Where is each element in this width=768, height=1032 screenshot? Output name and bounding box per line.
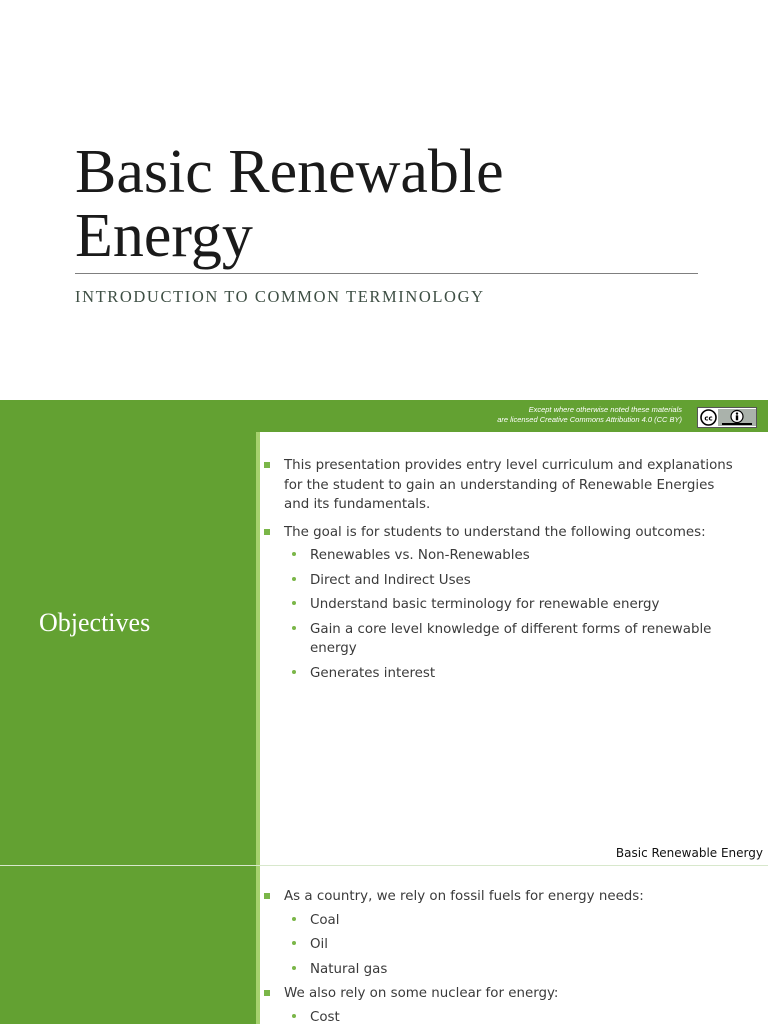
license-line-2: are licensed Creative Commons Attribution 4.0 (CC BY) (497, 414, 682, 424)
list-item (262, 935, 742, 955)
cc-logo-icon (700, 409, 717, 426)
presentation-subtitle: INTRODUCTION TO COMMON TERMINOLOGY (75, 287, 485, 306)
dot-bullet-icon (292, 966, 296, 970)
list-item (262, 911, 742, 931)
bullet-text: Understand basic terminology for renewable energy (310, 597, 660, 612)
bullet-text: Oil (310, 937, 328, 952)
dot-bullet-icon (292, 601, 296, 605)
bullet-text: Generates interest (310, 665, 436, 681)
slide-footer: Basic Renewable Energy (615, 846, 763, 860)
bullet-text: Natural gas (310, 961, 388, 977)
cc-by-icon[interactable] (697, 407, 757, 428)
dot-bullet-icon (292, 552, 296, 556)
list-item (262, 960, 742, 980)
dot-bullet-icon (292, 1014, 296, 1018)
license-line-1: Except where otherwise noted these materials (528, 405, 682, 414)
dot-bullet-icon (292, 577, 296, 581)
attribution-panel (718, 409, 756, 426)
license-bar (0, 400, 768, 432)
bullet-text: Cost (310, 1009, 340, 1025)
list-item (262, 571, 742, 591)
bullet-text: Coal (310, 912, 340, 928)
title-slide (0, 0, 768, 400)
side-panel (0, 432, 256, 865)
bullet-text: We also rely on some nuclear for energy: (284, 986, 559, 1001)
attribution-person-icon (718, 409, 756, 426)
accent-stripe (256, 432, 260, 865)
list-item (262, 887, 742, 907)
dot-bullet-icon (292, 626, 296, 630)
title-divider (75, 273, 698, 274)
license-notice (497, 405, 682, 424)
dot-bullet-icon (292, 917, 296, 921)
list-item (262, 546, 742, 566)
list-item (262, 664, 742, 684)
dot-bullet-icon (292, 941, 296, 945)
fuels-slide (0, 866, 768, 1024)
square-bullet-icon (264, 990, 270, 996)
square-bullet-icon (264, 462, 270, 468)
objectives-content (262, 456, 742, 688)
bullet-text: Gain a core level knowledge of different forms of renewable energy (310, 621, 712, 656)
square-bullet-icon (264, 893, 270, 899)
list-item (262, 620, 742, 659)
list-item (262, 523, 742, 543)
list-item (262, 456, 742, 515)
bullet-text: The goal is for students to understand the following outcomes: (284, 524, 706, 540)
side-panel (0, 866, 256, 1024)
bullet-text: Renewables vs. Non-Renewables (310, 548, 530, 563)
list-item (262, 1008, 742, 1028)
fuels-content (262, 887, 742, 1032)
accent-stripe (256, 866, 260, 1024)
square-bullet-icon (264, 529, 270, 535)
objectives-slide (0, 432, 768, 865)
dot-bullet-icon (292, 670, 296, 674)
list-item (262, 595, 742, 615)
bullet-text: As a country, we rely on fossil fuels for energy needs: (284, 889, 644, 904)
list-item (262, 984, 742, 1004)
bullet-text: Direct and Indirect Uses (310, 572, 471, 588)
presentation-title: Basic Renewable Energy (75, 138, 504, 270)
slide-heading: Objectives (39, 608, 151, 637)
bullet-text: This presentation provides entry level curriculum and explanations for the student to gain an understanding of Renewable Energies and its fundamentals. (284, 458, 733, 512)
svg-text:cc: cc (704, 414, 713, 423)
